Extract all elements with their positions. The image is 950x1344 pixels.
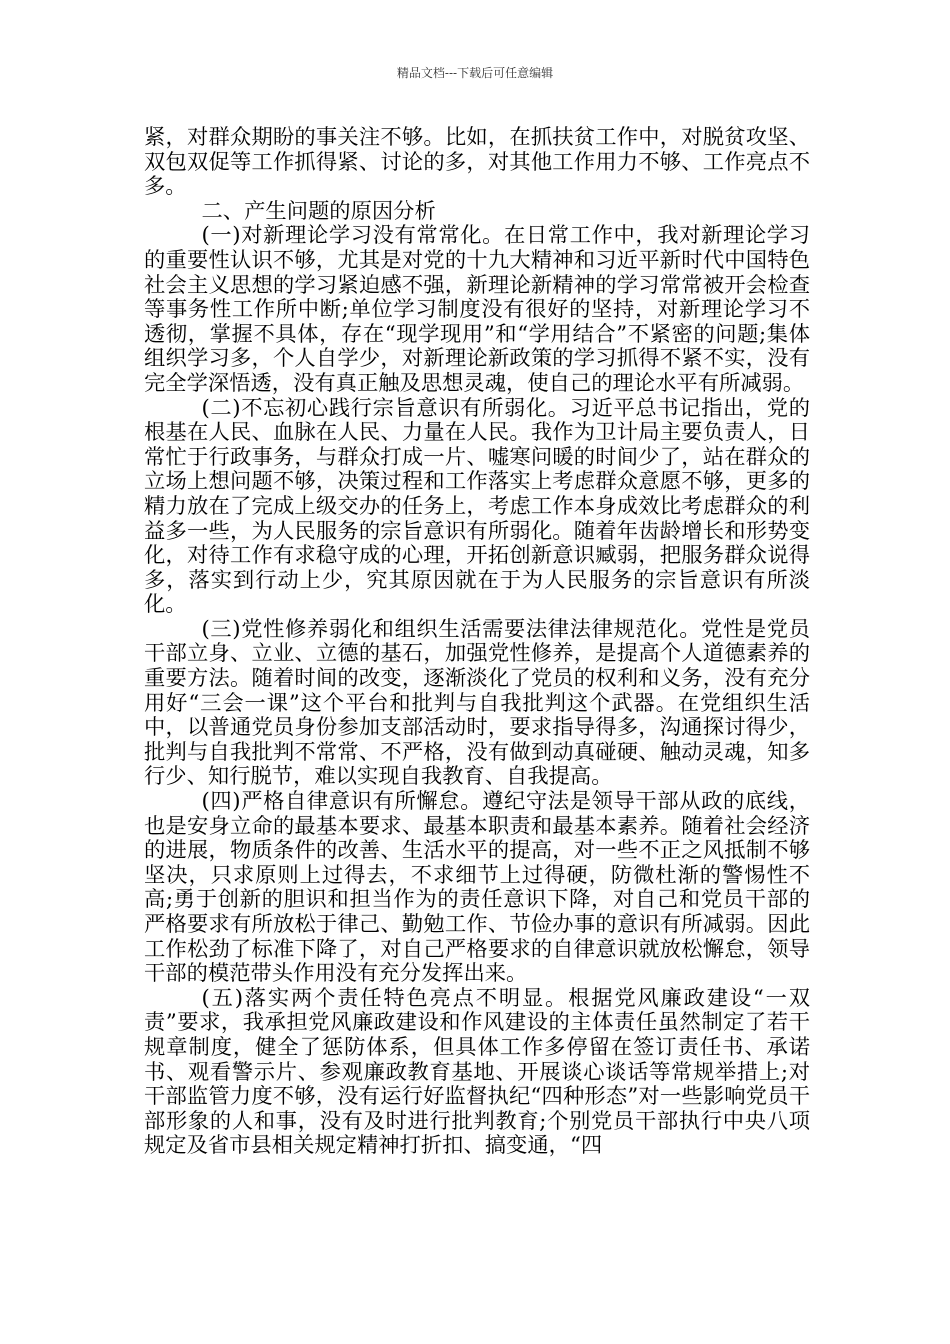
- paragraph-continuation: 紧，对群众期盼的事关注不够。比如，在抓扶贫工作中，对脱贫攻坚、双包双促等工作抓得紧、讨论的多，对其他工作用力不够、工作亮点不多。: [144, 125, 810, 200]
- paragraph-item-2: (二)不忘初心践行宗旨意识有所弱化。习近平总书记指出，党的根基在人民、血脉在人民、力量在人民。我作为卫计局主要负责人，日常忙于行政事务，与群众打成一片、嘘寒问暖的时间少了，站在群众的立场上想问题不够，决策过程和工作落实上考虑群众意愿不够，更多的精力放在了完成上级交办的任务上，考虑工作本身成效比考虑群众的利益多一些，为人民服务的宗旨意识有所弱化。随着年齿龄增长和形势变化，对待工作有求稳守成的心理，开拓创新意识臧弱，把服务群众说得多，落实到行动上少，究其原因就在于为人民服务的宗旨意识有所淡化。: [144, 395, 810, 618]
- section-heading: 二、产生问题的原因分析: [201, 198, 436, 224]
- paragraph-item-5: (五)落实两个责任特色亮点不明显。根据党风廉政建设“一双责”要求，我承担党风廉政建设和作风建设的主体责任虽然制定了若干规章制度，健全了惩防体系，但具体工作多停留在签订责任书、承诺书、观看警示片、参观廉政教育基地、开展谈心谈话等常规举措上;对干部监管力度不够，没有运行好监督执纪“四种形态”对一些影响党员干部形象的人和事，没有及时进行批判教育;个别党员干部执行中央八项规定及省市县相关规定精神打折扣、搞变通，“四: [144, 985, 810, 1159]
- paragraph-item-1: (一)对新理论学习没有常常化。在日常工作中，我对新理论学习的重要性认识不够，尤其是对党的十九大精神和习近平新时代中国特色社会主义思想的学习紧迫感不强，新理论新精神的学习常常被开会检查等事务性工作所中断;单位学习制度没有很好的坚持，对新理论学习不透彻，掌握不具体，存在“现学现用”和“学用结合”不紧密的问题;集体组织学习多，个人自学少，对新理论新政策的学习抓得不紧不实，没有完全学深悟透，没有真正触及思想灵魂，使自己的理论水平有所减弱。: [144, 223, 810, 396]
- paragraph-item-4: (四)严格自律意识有所懈怠。遵纪守法是领导干部从政的底线，也是安身立命的最基本要求、最基本职责和最基本素养。随着社会经济的进展，物质条件的改善、生活水平的提高，对一些不正之风抵制不够坚决，只求原则上过得去，不求细节上过得硬，防微杜渐的警惕性不高;勇于创新的胆识和担当作为的责任意识下降，对自己和党员干部的严格要求有所放松于律己、勤勉工作、节俭办事的意识有所减弱。因此工作松劲了标准下降了，对自己严格要求的自律意识就放松懈怠，领导干部的模范带头作用没有充分发挥出来。: [144, 789, 810, 987]
- paragraph-item-3: (三)党性修养弱化和组织生活需要法律法律规范化。党性是党员干部立身、立业、立德的基石，加强党性修养，是提高个人道德素养的重要方法。随着时间的改变，逐渐淡化了党员的权利和义务，没有充分用好“三会一课”这个平台和批判与自我批判这个武器。在党组织生活中，以普通党员身份参加支部活动时，要求指导得多，沟通探讨得少，批判与自我批判不常常、不严格，没有做到动真碰硬、触动灵魂，知多行少、知行脱节，难以实现自我教育、自我提高。: [144, 616, 810, 790]
- page-header: 精品文档---下载后可任意编辑: [396, 66, 554, 80]
- document-body: [144, 126, 810, 1159]
